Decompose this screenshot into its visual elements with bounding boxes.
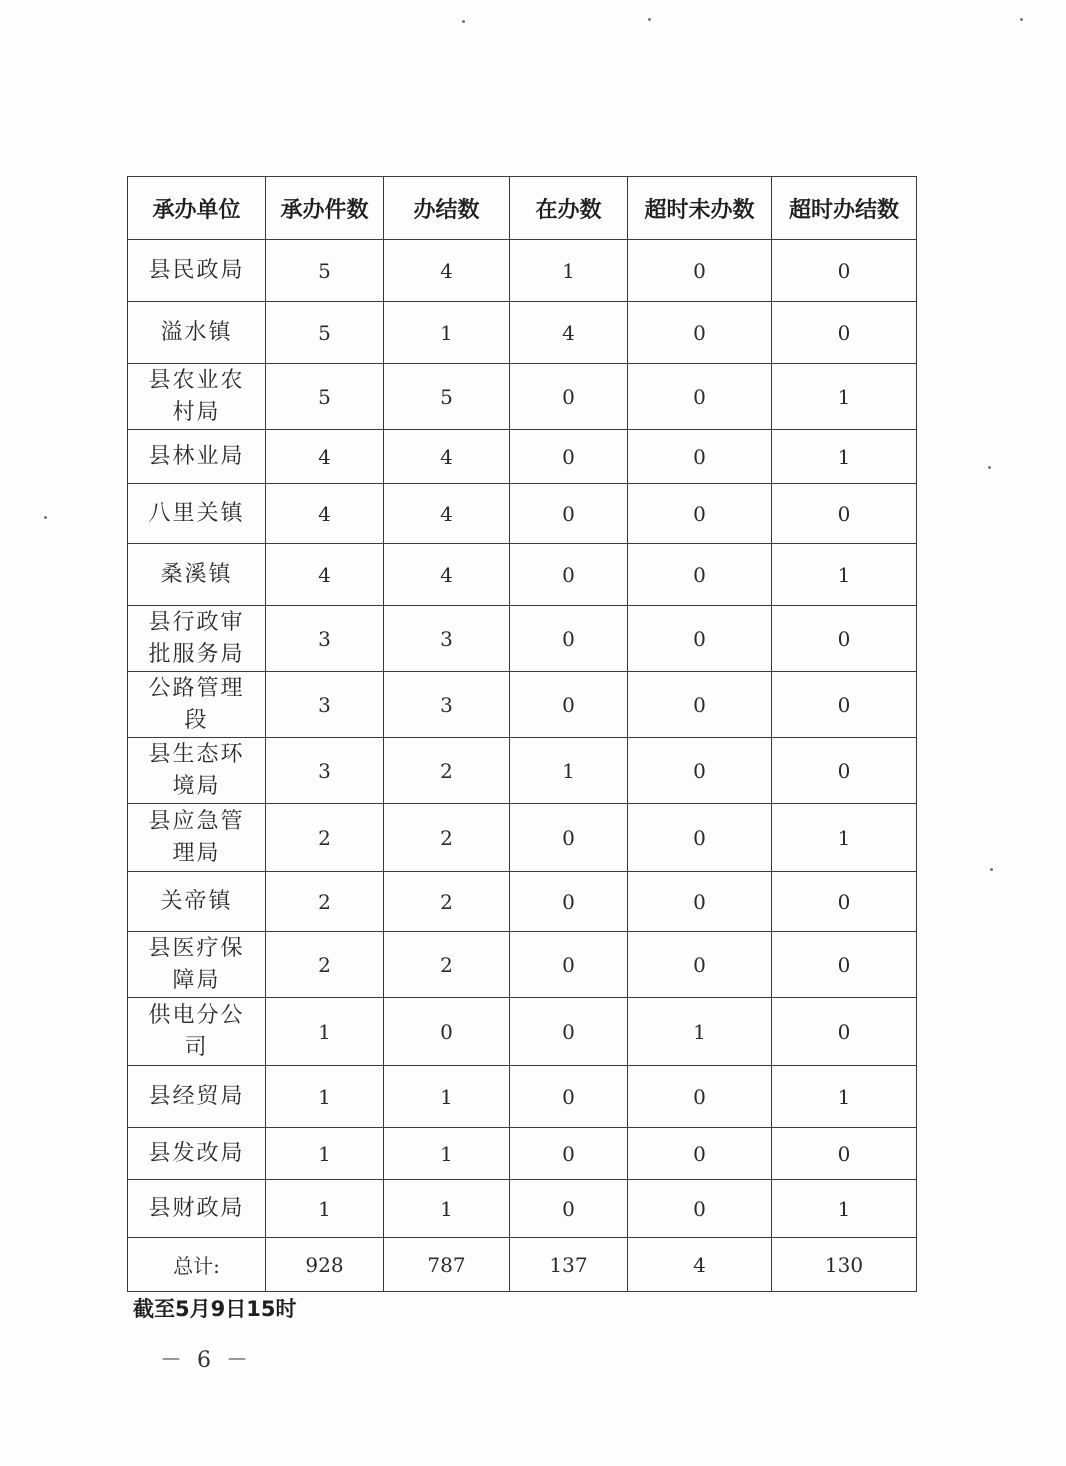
handled-cell: 2 bbox=[266, 804, 384, 872]
total-closed: 787 bbox=[384, 1238, 510, 1292]
in-progress-cell: 0 bbox=[510, 1066, 628, 1128]
table-header-row bbox=[128, 177, 917, 240]
in-progress-cell: 0 bbox=[510, 430, 628, 484]
overdue-closed-cell: 0 bbox=[772, 738, 917, 804]
table-row bbox=[128, 672, 917, 738]
header-overdue-open: 超时未办数 bbox=[628, 177, 772, 240]
handled-cell: 1 bbox=[266, 1180, 384, 1238]
in-progress-cell: 0 bbox=[510, 364, 628, 430]
handled-cell: 1 bbox=[266, 1066, 384, 1128]
total-handled: 928 bbox=[266, 1238, 384, 1292]
table-row bbox=[128, 606, 917, 672]
table-row bbox=[128, 240, 917, 302]
handled-cell: 2 bbox=[266, 872, 384, 932]
header-handled: 承办件数 bbox=[266, 177, 384, 240]
overdue-open-cell: 0 bbox=[628, 1128, 772, 1180]
closed-cell: 1 bbox=[384, 1128, 510, 1180]
overdue-open-cell: 0 bbox=[628, 544, 772, 606]
overdue-open-cell: 0 bbox=[628, 364, 772, 430]
table-row bbox=[128, 932, 917, 998]
overdue-open-cell: 0 bbox=[628, 738, 772, 804]
overdue-open-cell: 0 bbox=[628, 484, 772, 544]
closed-cell: 2 bbox=[384, 738, 510, 804]
in-progress-cell: 0 bbox=[510, 932, 628, 998]
overdue-open-cell: 0 bbox=[628, 672, 772, 738]
handled-cell: 3 bbox=[266, 606, 384, 672]
overdue-closed-cell: 0 bbox=[772, 998, 917, 1066]
in-progress-cell: 1 bbox=[510, 738, 628, 804]
overdue-closed-cell: 0 bbox=[772, 240, 917, 302]
unit-cell: 县发改局 bbox=[128, 1128, 266, 1180]
overdue-open-cell: 0 bbox=[628, 1066, 772, 1128]
overdue-open-cell: 0 bbox=[628, 240, 772, 302]
overdue-closed-cell: 0 bbox=[772, 1128, 917, 1180]
scan-speck bbox=[1020, 18, 1023, 21]
overdue-closed-cell: 1 bbox=[772, 804, 917, 872]
total-overdue-open: 4 bbox=[628, 1238, 772, 1292]
table-row bbox=[128, 1128, 917, 1180]
overdue-closed-cell: 0 bbox=[772, 302, 917, 364]
closed-cell: 1 bbox=[384, 302, 510, 364]
cutoff-time-note: 截至5月9日15时 bbox=[133, 1297, 297, 1321]
in-progress-cell: 0 bbox=[510, 804, 628, 872]
unit-cell: 县行政审批服务局 bbox=[128, 606, 266, 672]
in-progress-cell: 0 bbox=[510, 672, 628, 738]
header-unit: 承办单位 bbox=[128, 177, 266, 240]
scan-speck bbox=[462, 20, 465, 23]
overdue-closed-cell: 0 bbox=[772, 872, 917, 932]
header-overdue-closed: 超时办结数 bbox=[772, 177, 917, 240]
overdue-open-cell: 0 bbox=[628, 1180, 772, 1238]
in-progress-cell: 0 bbox=[510, 1128, 628, 1180]
closed-cell: 2 bbox=[384, 872, 510, 932]
scan-speck bbox=[988, 466, 991, 469]
in-progress-cell: 0 bbox=[510, 1180, 628, 1238]
closed-cell: 4 bbox=[384, 484, 510, 544]
handled-cell: 1 bbox=[266, 998, 384, 1066]
in-progress-cell: 0 bbox=[510, 872, 628, 932]
overdue-closed-cell: 0 bbox=[772, 484, 917, 544]
closed-cell: 4 bbox=[384, 240, 510, 302]
handled-cell: 2 bbox=[266, 932, 384, 998]
handled-cell: 5 bbox=[266, 302, 384, 364]
table-row bbox=[128, 738, 917, 804]
overdue-closed-cell: 0 bbox=[772, 932, 917, 998]
overdue-open-cell: 1 bbox=[628, 998, 772, 1066]
closed-cell: 3 bbox=[384, 672, 510, 738]
unit-cell: 县经贸局 bbox=[128, 1066, 266, 1128]
table-row bbox=[128, 804, 917, 872]
in-progress-cell: 0 bbox=[510, 998, 628, 1066]
unit-cell: 八里关镇 bbox=[128, 484, 266, 544]
closed-cell: 2 bbox=[384, 804, 510, 872]
handled-cell: 4 bbox=[266, 544, 384, 606]
unit-cell: 桑溪镇 bbox=[128, 544, 266, 606]
page-number: － 6 － bbox=[160, 1348, 252, 1373]
header-in-progress: 在办数 bbox=[510, 177, 628, 240]
overdue-closed-cell: 1 bbox=[772, 1066, 917, 1128]
in-progress-cell: 0 bbox=[510, 484, 628, 544]
unit-cell: 县应急管理局 bbox=[128, 804, 266, 872]
table-row bbox=[128, 998, 917, 1066]
scan-speck bbox=[648, 18, 651, 21]
closed-cell: 1 bbox=[384, 1066, 510, 1128]
closed-cell: 3 bbox=[384, 606, 510, 672]
unit-cell: 供电分公司 bbox=[128, 998, 266, 1066]
unit-cell: 关帝镇 bbox=[128, 872, 266, 932]
table-row bbox=[128, 430, 917, 484]
overdue-open-cell: 0 bbox=[628, 804, 772, 872]
overdue-closed-cell: 1 bbox=[772, 1180, 917, 1238]
table-row bbox=[128, 1066, 917, 1128]
closed-cell: 5 bbox=[384, 364, 510, 430]
handled-cell: 5 bbox=[266, 240, 384, 302]
handled-cell: 3 bbox=[266, 672, 384, 738]
overdue-closed-cell: 1 bbox=[772, 364, 917, 430]
handled-cell: 5 bbox=[266, 364, 384, 430]
unit-cell: 县财政局 bbox=[128, 1180, 266, 1238]
handled-cell: 3 bbox=[266, 738, 384, 804]
overdue-closed-cell: 1 bbox=[772, 430, 917, 484]
unit-cell: 县民政局 bbox=[128, 240, 266, 302]
closed-cell: 1 bbox=[384, 1180, 510, 1238]
table-row bbox=[128, 872, 917, 932]
in-progress-cell: 1 bbox=[510, 240, 628, 302]
closed-cell: 4 bbox=[384, 544, 510, 606]
statistics-table bbox=[127, 176, 917, 1292]
table-row bbox=[128, 484, 917, 544]
total-in-progress: 137 bbox=[510, 1238, 628, 1292]
unit-cell: 溢水镇 bbox=[128, 302, 266, 364]
scan-speck bbox=[990, 868, 993, 871]
total-label: 总计: bbox=[128, 1238, 266, 1292]
table-row bbox=[128, 302, 917, 364]
unit-cell: 县林业局 bbox=[128, 430, 266, 484]
closed-cell: 2 bbox=[384, 932, 510, 998]
unit-cell: 公路管理段 bbox=[128, 672, 266, 738]
total-overdue-closed: 130 bbox=[772, 1238, 917, 1292]
unit-cell: 县生态环境局 bbox=[128, 738, 266, 804]
overdue-open-cell: 0 bbox=[628, 606, 772, 672]
overdue-open-cell: 0 bbox=[628, 430, 772, 484]
scan-speck bbox=[44, 516, 47, 519]
in-progress-cell: 4 bbox=[510, 302, 628, 364]
unit-cell: 县医疗保障局 bbox=[128, 932, 266, 998]
table-row bbox=[128, 364, 917, 430]
overdue-open-cell: 0 bbox=[628, 932, 772, 998]
unit-cell: 县农业农村局 bbox=[128, 364, 266, 430]
in-progress-cell: 0 bbox=[510, 544, 628, 606]
overdue-closed-cell: 1 bbox=[772, 544, 917, 606]
closed-cell: 4 bbox=[384, 430, 510, 484]
header-closed: 办结数 bbox=[384, 177, 510, 240]
overdue-open-cell: 0 bbox=[628, 872, 772, 932]
handled-cell: 4 bbox=[266, 430, 384, 484]
overdue-closed-cell: 0 bbox=[772, 672, 917, 738]
table-row bbox=[128, 1180, 917, 1238]
closed-cell: 0 bbox=[384, 998, 510, 1066]
handled-cell: 1 bbox=[266, 1128, 384, 1180]
handled-cell: 4 bbox=[266, 484, 384, 544]
overdue-open-cell: 0 bbox=[628, 302, 772, 364]
table-row bbox=[128, 544, 917, 606]
total-row bbox=[128, 1238, 917, 1292]
overdue-closed-cell: 0 bbox=[772, 606, 917, 672]
in-progress-cell: 0 bbox=[510, 606, 628, 672]
